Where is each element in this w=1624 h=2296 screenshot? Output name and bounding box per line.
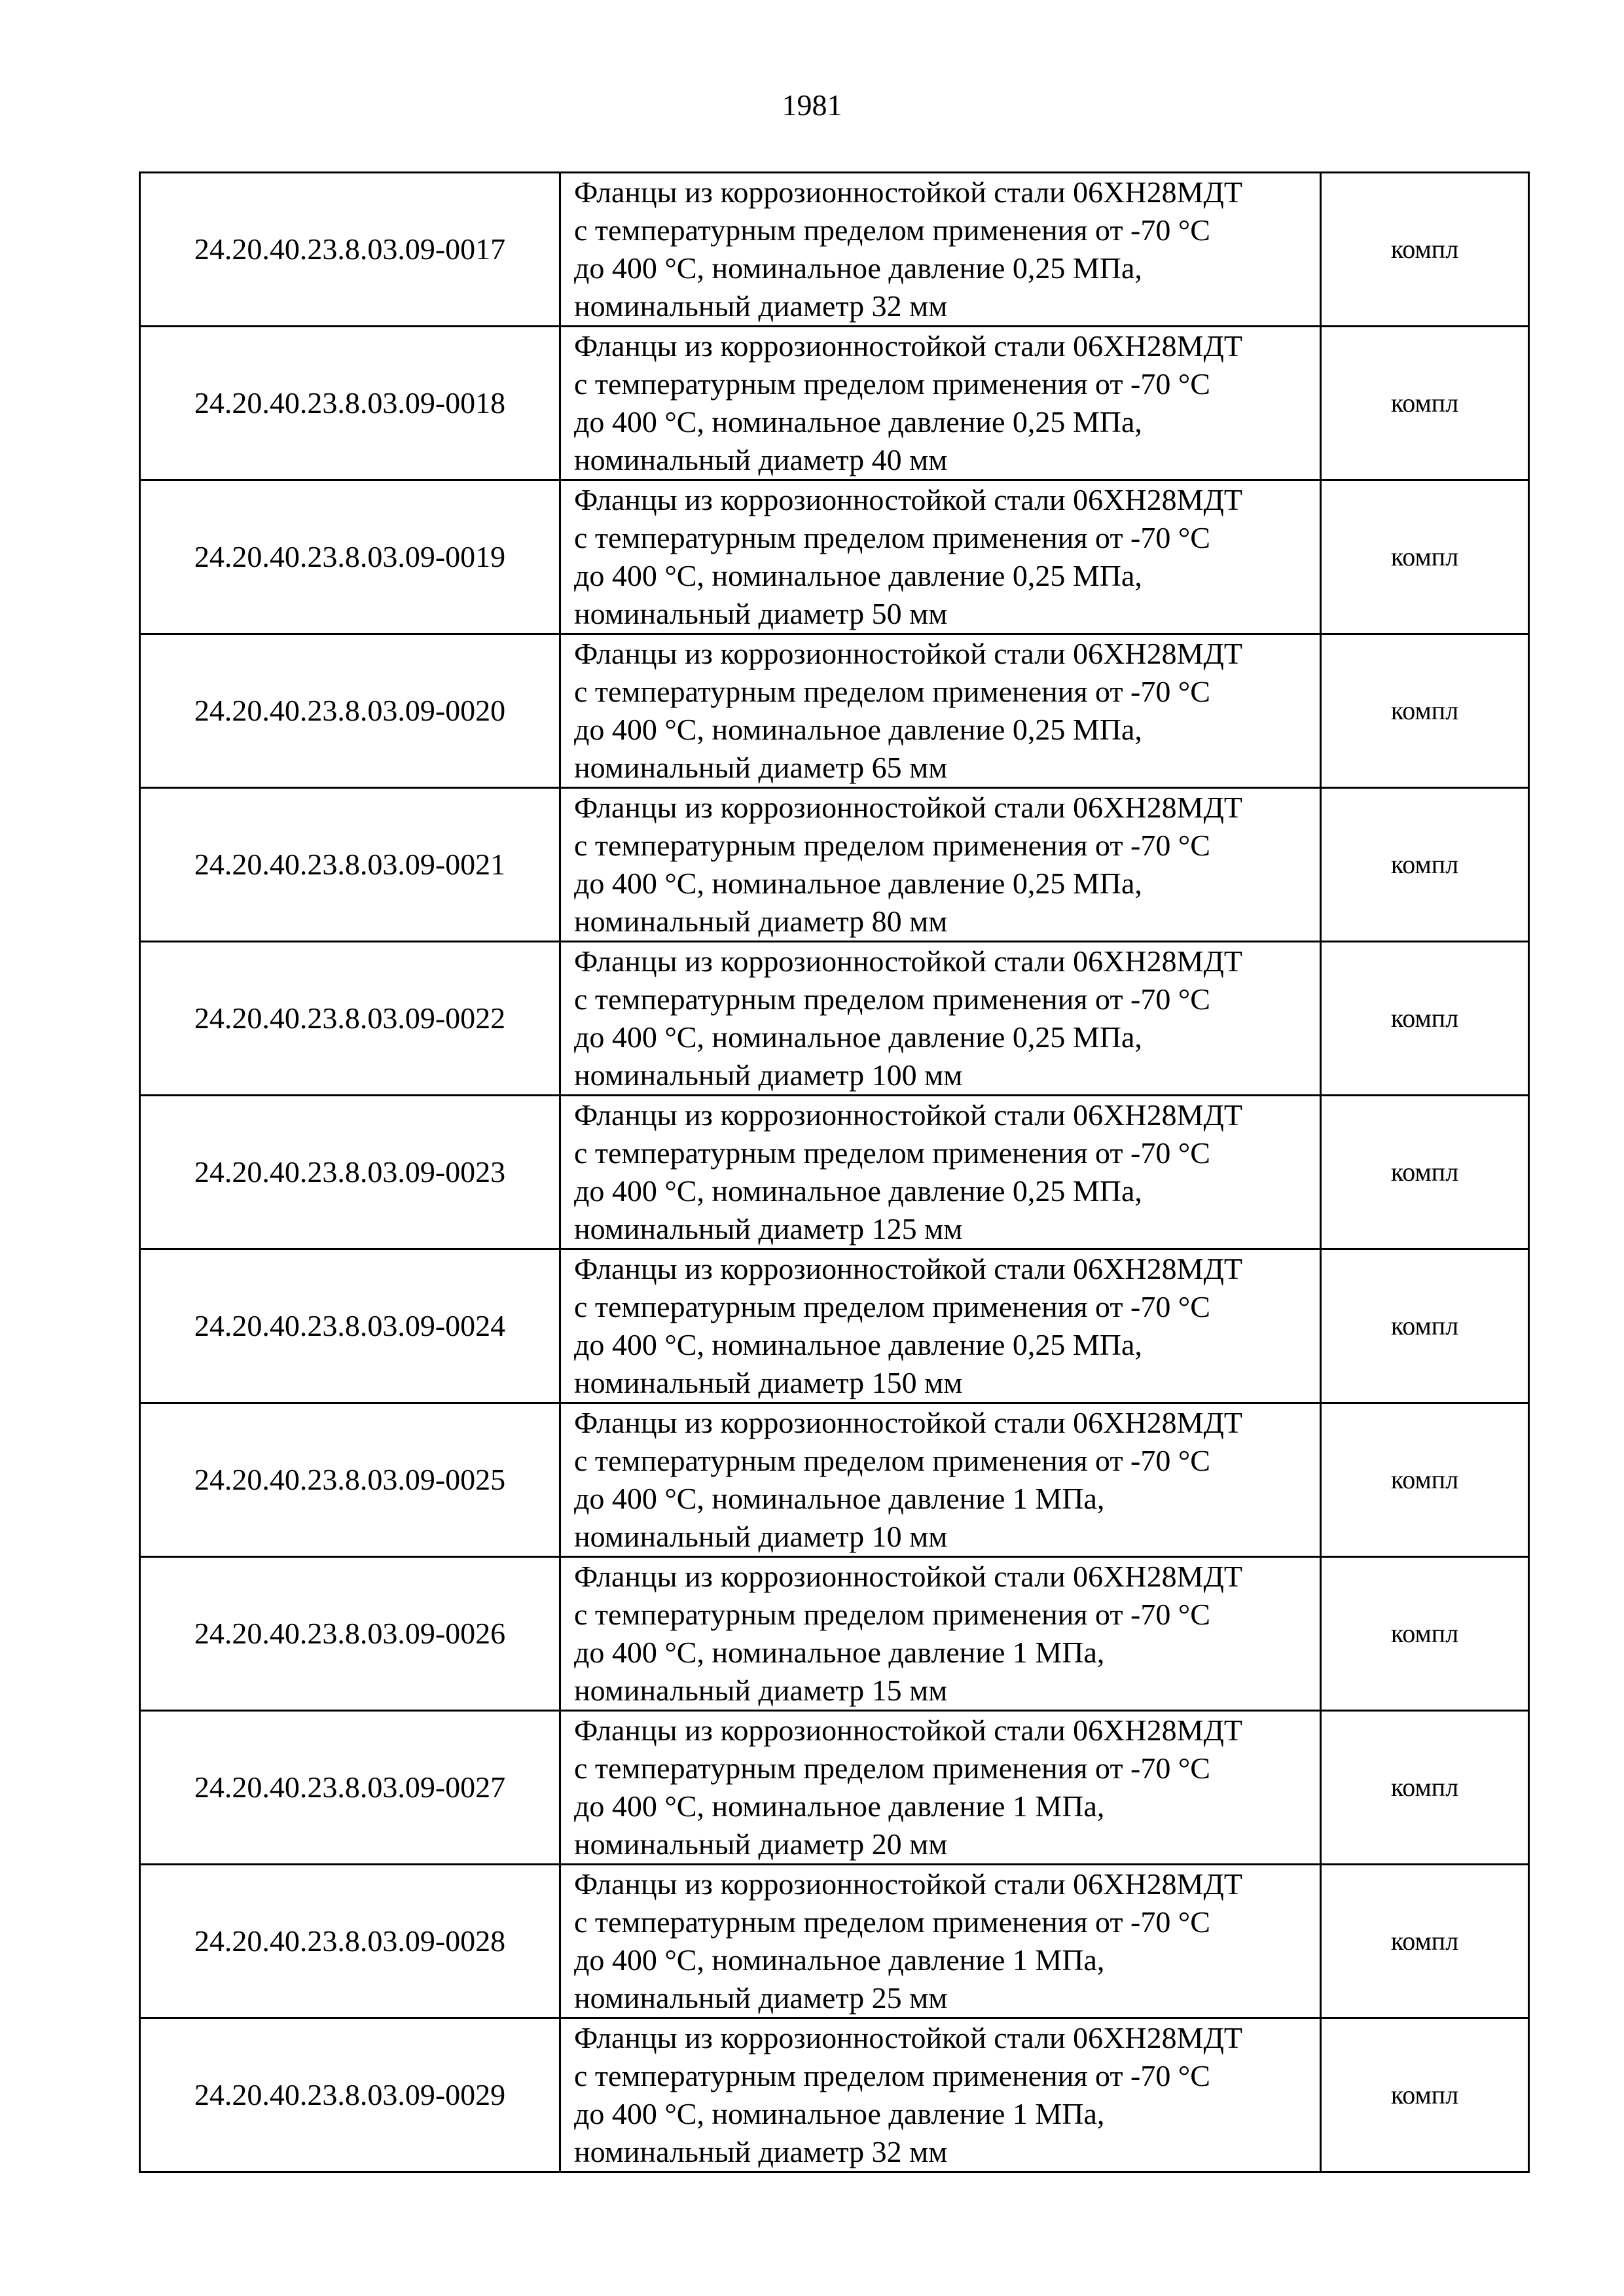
resource-description	[560, 634, 1321, 788]
description-line: номинальный диаметр 25 мм	[574, 1981, 948, 2015]
unit-of-measure: компл	[1321, 480, 1529, 634]
unit-of-measure: компл	[1321, 942, 1529, 1096]
table-row	[140, 1403, 1529, 1557]
description-line: Фланцы из коррозионностойкой стали 06ХН28МДТ	[574, 1098, 1242, 1132]
unit-of-measure: компл	[1321, 1865, 1529, 2018]
resource-description	[560, 173, 1321, 327]
description-line: с температурным пределом применения от -70 °C	[574, 829, 1210, 862]
resource-description	[560, 942, 1321, 1096]
description-line: номинальный диаметр 65 мм	[574, 751, 948, 784]
unit-of-measure: компл	[1321, 173, 1529, 327]
table-row	[140, 634, 1529, 788]
resource-description	[560, 1403, 1321, 1557]
description-line: с температурным пределом применения от -70 °C	[574, 1136, 1210, 1170]
description-line: Фланцы из коррозионностойкой стали 06ХН28МДТ	[574, 944, 1242, 978]
description-line: с температурным пределом применения от -70 °C	[574, 982, 1210, 1016]
table-row	[140, 1711, 1529, 1865]
table-row	[140, 2018, 1529, 2172]
unit-of-measure: компл	[1321, 788, 1529, 942]
resource-description	[560, 1249, 1321, 1403]
page-number: 1981	[782, 88, 842, 122]
description-line: с температурным пределом применения от -70 °C	[574, 521, 1210, 554]
table-row	[140, 480, 1529, 634]
resource-description	[560, 2018, 1321, 2172]
description-line: Фланцы из коррозионностойкой стали 06ХН28МДТ	[574, 483, 1242, 516]
description-line: Фланцы из коррозионностойкой стали 06ХН28МДТ	[574, 2021, 1242, 2054]
resource-description	[560, 480, 1321, 634]
unit-of-measure: компл	[1321, 1096, 1529, 1249]
description-line: с температурным пределом применения от -70 °C	[574, 367, 1210, 401]
resource-code: 24.20.40.23.8.03.09-0017	[140, 173, 560, 327]
description-line: номинальный диаметр 80 мм	[574, 905, 948, 938]
resource-code: 24.20.40.23.8.03.09-0029	[140, 2018, 560, 2172]
description-line: номинальный диаметр 20 мм	[574, 1827, 948, 1861]
table-row	[140, 327, 1529, 480]
description-line: до 400 °C, номинальное давление 0,25 МПа,	[574, 1020, 1142, 1054]
description-line: с температурным пределом применения от -70 °C	[574, 675, 1210, 708]
description-line: номинальный диаметр 10 мм	[574, 1520, 948, 1553]
table-row	[140, 1096, 1529, 1249]
table-row	[140, 942, 1529, 1096]
description-line: до 400 °C, номинальное давление 1 МПа,	[574, 1943, 1105, 1977]
unit-of-measure: компл	[1321, 1249, 1529, 1403]
table-row	[140, 173, 1529, 327]
resource-code: 24.20.40.23.8.03.09-0026	[140, 1557, 560, 1711]
resource-code: 24.20.40.23.8.03.09-0022	[140, 942, 560, 1096]
resource-description	[560, 1096, 1321, 1249]
resource-description	[560, 1557, 1321, 1711]
resource-code: 24.20.40.23.8.03.09-0025	[140, 1403, 560, 1557]
description-line: до 400 °C, номинальное давление 0,25 МПа,	[574, 867, 1142, 900]
resource-table	[139, 171, 1530, 2173]
table-row	[140, 788, 1529, 942]
description-line: до 400 °C, номинальное давление 0,25 МПа,	[574, 1328, 1142, 1361]
description-line: Фланцы из коррозионностойкой стали 06ХН28МДТ	[574, 791, 1242, 824]
description-line: Фланцы из коррозионностойкой стали 06ХН28МДТ	[574, 1713, 1242, 1747]
resource-code: 24.20.40.23.8.03.09-0023	[140, 1096, 560, 1249]
description-line: с температурным пределом применения от -70 °C	[574, 1598, 1210, 1631]
description-line: с температурным пределом применения от -70 °C	[574, 1751, 1210, 1785]
description-line: с температурным пределом применения от -70 °C	[574, 1905, 1210, 1939]
description-line: до 400 °C, номинальное давление 1 МПа,	[574, 2097, 1105, 2130]
description-line: Фланцы из коррозионностойкой стали 06ХН28МДТ	[574, 1560, 1242, 1593]
table-row	[140, 1557, 1529, 1711]
description-line: Фланцы из коррозионностойкой стали 06ХН28МДТ	[574, 175, 1242, 209]
resource-table-body	[140, 173, 1529, 2172]
description-line: до 400 °C, номинальное давление 0,25 МПа,	[574, 1174, 1142, 1208]
description-line: до 400 °C, номинальное давление 1 МПа,	[574, 1789, 1105, 1823]
description-line: номинальный диаметр 125 мм	[574, 1212, 963, 1246]
description-line: до 400 °C, номинальное давление 0,25 МПа,	[574, 713, 1142, 746]
resource-code: 24.20.40.23.8.03.09-0020	[140, 634, 560, 788]
description-line: номинальный диаметр 100 мм	[574, 1058, 963, 1092]
description-line: номинальный диаметр 150 мм	[574, 1366, 963, 1399]
description-line: с температурным пределом применения от -70 °C	[574, 1290, 1210, 1323]
description-line: до 400 °C, номинальное давление 0,25 МПа,	[574, 405, 1142, 439]
description-line: номинальный диаметр 50 мм	[574, 597, 948, 630]
resource-code: 24.20.40.23.8.03.09-0028	[140, 1865, 560, 2018]
resource-code: 24.20.40.23.8.03.09-0021	[140, 788, 560, 942]
description-line: Фланцы из коррозионностойкой стали 06ХН28МДТ	[574, 1406, 1242, 1439]
description-line: номинальный диаметр 32 мм	[574, 2135, 948, 2168]
resource-code: 24.20.40.23.8.03.09-0024	[140, 1249, 560, 1403]
description-line: номинальный диаметр 32 мм	[574, 289, 948, 323]
unit-of-measure: компл	[1321, 1403, 1529, 1557]
unit-of-measure: компл	[1321, 634, 1529, 788]
table-row	[140, 1865, 1529, 2018]
unit-of-measure: компл	[1321, 1557, 1529, 1711]
resource-description	[560, 1711, 1321, 1865]
description-line: Фланцы из коррозионностойкой стали 06ХН28МДТ	[574, 329, 1242, 363]
description-line: Фланцы из коррозионностойкой стали 06ХН28МДТ	[574, 1252, 1242, 1285]
description-line: до 400 °C, номинальное давление 1 МПа,	[574, 1636, 1105, 1669]
description-line: до 400 °C, номинальное давление 1 МПа,	[574, 1482, 1105, 1515]
description-line: номинальный диаметр 15 мм	[574, 1674, 948, 1707]
description-line: с температурным пределом применения от -70 °C	[574, 213, 1210, 247]
table-row	[140, 1249, 1529, 1403]
resource-description	[560, 1865, 1321, 2018]
description-line: Фланцы из коррозионностойкой стали 06ХН28МДТ	[574, 1867, 1242, 1901]
description-line: до 400 °C, номинальное давление 0,25 МПа,	[574, 251, 1142, 285]
resource-code: 24.20.40.23.8.03.09-0018	[140, 327, 560, 480]
unit-of-measure: компл	[1321, 1711, 1529, 1865]
resource-code: 24.20.40.23.8.03.09-0019	[140, 480, 560, 634]
description-line: до 400 °C, номинальное давление 0,25 МПа,	[574, 559, 1142, 592]
description-line: Фланцы из коррозионностойкой стали 06ХН28МДТ	[574, 637, 1242, 670]
description-line: с температурным пределом применения от -70 °C	[574, 2059, 1210, 2092]
description-line: номинальный диаметр 40 мм	[574, 443, 948, 476]
resource-code: 24.20.40.23.8.03.09-0027	[140, 1711, 560, 1865]
resource-description	[560, 788, 1321, 942]
description-line: с температурным пределом применения от -70 °C	[574, 1444, 1210, 1477]
unit-of-measure: компл	[1321, 327, 1529, 480]
resource-description	[560, 327, 1321, 480]
unit-of-measure: компл	[1321, 2018, 1529, 2172]
